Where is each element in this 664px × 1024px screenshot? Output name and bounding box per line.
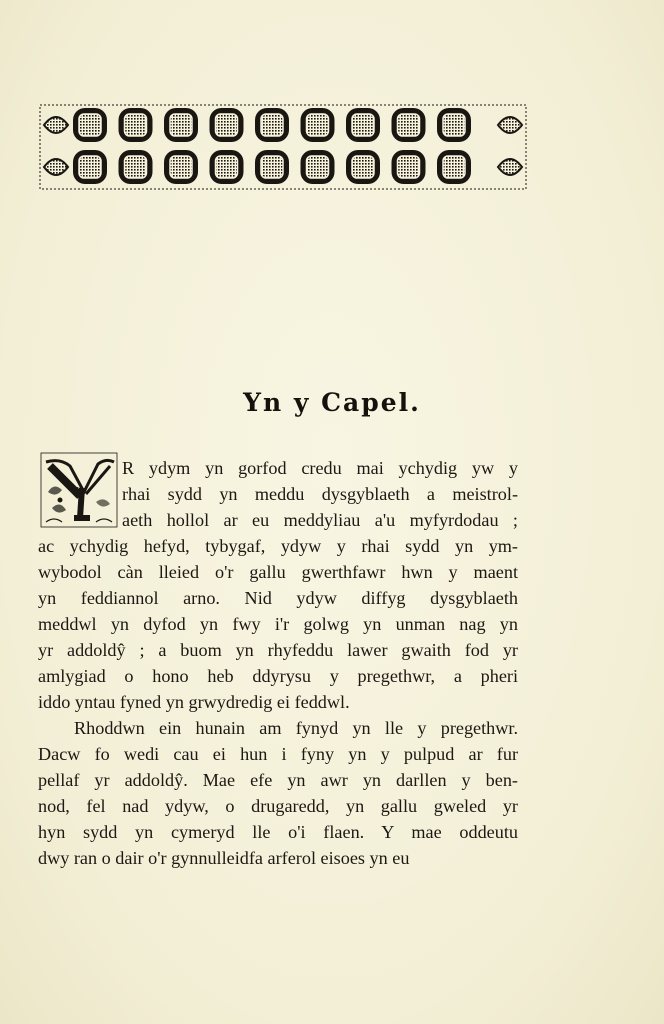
ornament-cell-center <box>125 114 147 136</box>
text-line: Dacw fo wedi cau ei hun i fyny yn y pulpud ar fur <box>38 744 518 764</box>
ornament-leaf <box>498 159 522 175</box>
ornament-cell-center <box>352 156 374 178</box>
ornament-cell-center <box>170 156 192 178</box>
svg-text:Y: Y <box>77 487 81 494</box>
ornament-cell-center <box>398 156 420 178</box>
ornament-leaf <box>44 159 68 175</box>
ornament-cell-center <box>443 114 465 136</box>
text-line: aeth hollol ar eu meddyliau a'u myfyrdodau ; <box>122 510 518 530</box>
text-line: iddo yntau fyned yn grwydredig ei feddwl. <box>38 692 350 712</box>
ornament-cell-center <box>307 114 329 136</box>
text-line: meddwl yn dyfod yn fwy i'r golwg yn unman nag yn <box>38 614 518 634</box>
ornament-cell-center <box>307 156 329 178</box>
ornament-cell-center <box>216 156 238 178</box>
ornament-cell-center <box>79 156 101 178</box>
text-line: ac ychydig hefyd, tybygaf, ydyw y rhai sydd yn ym- <box>38 536 518 556</box>
ornament-cell-center <box>125 156 147 178</box>
text-line: pellaf yr addoldŷ. Mae efe yn awr yn darllen y ben- <box>38 770 518 790</box>
ornament-cell-center <box>398 114 420 136</box>
ornament-leaf <box>44 117 68 133</box>
text-line: nod, fel nad ydyw, o drugaredd, yn gallu gweled yr <box>38 796 518 816</box>
ornament-cell-center <box>352 114 374 136</box>
text-line: dwy ran o dair o'r gynnulleidfa arferol eisoes yn eu <box>38 848 410 868</box>
decorated-initial-y <box>40 452 118 528</box>
ornament-cell-center <box>216 114 238 136</box>
ornament-cell-center <box>79 114 101 136</box>
text-line: amlygiad o hono heb ddyrysu y pregethwr, a pheri <box>38 666 518 686</box>
text-line: yr addoldŷ ; a buom yn rhyfeddu lawer gwaith fod yr <box>38 640 518 660</box>
text-line: Rhoddwn ein hunain am fynyd yn lle y pregethwr. <box>74 718 518 738</box>
chapter-title: Yn y Capel. <box>243 388 421 417</box>
decorative-header-band <box>38 103 528 191</box>
text-line: wybodol càn lleied o'r gallu gwerthfawr hwn y maent <box>38 562 518 582</box>
ornament-cell-center <box>261 156 283 178</box>
ornament-cell-center <box>170 114 192 136</box>
ornament-leaf <box>498 117 522 133</box>
ornament-cell-center <box>443 156 465 178</box>
text-line: hyn sydd yn cymeryd lle o'i flaen. Y mae oddeutu <box>38 822 518 842</box>
text-line: yn feddiannol arno. Nid ydyw diffyg dysgyblaeth <box>38 588 518 608</box>
text-line: rhai sydd yn meddu dysgyblaeth a meistrol- <box>122 484 518 504</box>
text-line: R ydym yn gorfod credu mai ychydig yw y <box>122 458 518 478</box>
ornament-cell-center <box>261 114 283 136</box>
